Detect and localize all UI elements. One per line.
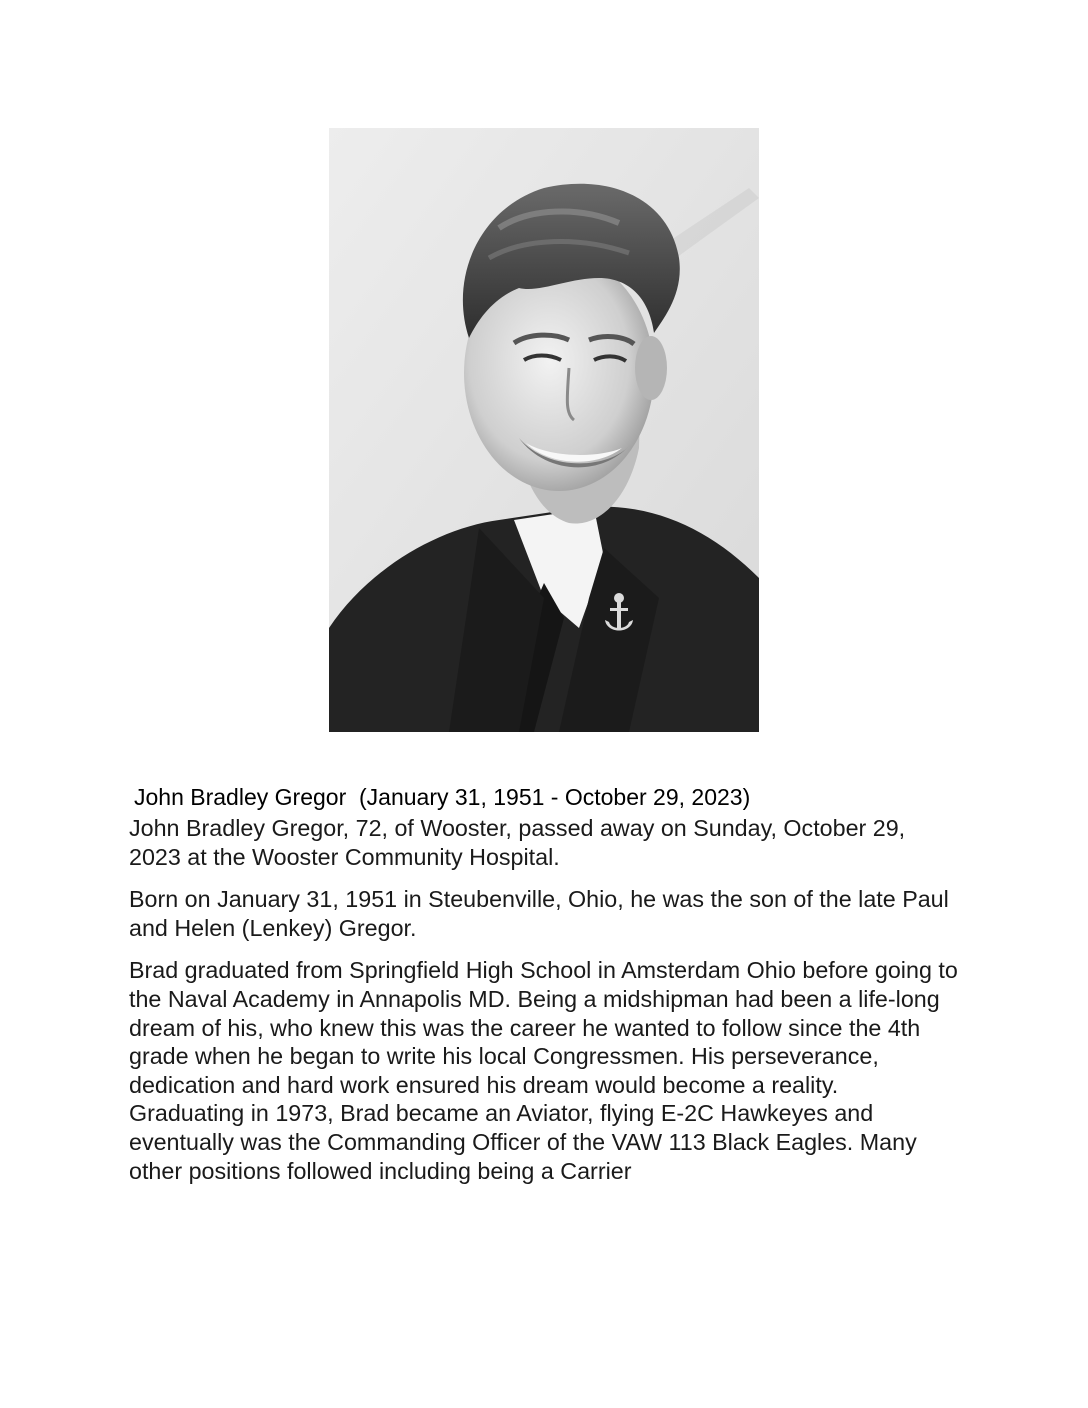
obituary-paragraph: Born on January 31, 1951 in Steubenville, Ohio, he was the son of the late Paul and Helen (Lenkey) Gregor. bbox=[129, 886, 949, 941]
portrait-photo bbox=[329, 128, 759, 732]
obituary-paragraph: John Bradley Gregor, 72, of Wooster, passed away on Sunday, October 29, 2023 at the Wooster Community Hospital. bbox=[129, 815, 906, 870]
obituary-paragraph: Brad graduated from Springfield High School in Amsterdam Ohio before going to the Naval Academy in Annapolis MD. Being a midshipman had been a life-long dream of his, who knew this was the career he wanted to follow since the 4th grade when he began to write his local Congressmen. His perseverance, dedication and hard work ensured his dream would become a reality. Graduating in 1973, Brad became an Aviator, flying E-2C Hawkeyes and eventually was the Commanding Officer of the VAW 113 Black Eagles. Many other positions followed including being a Carrier bbox=[129, 957, 958, 1184]
obituary-body bbox=[129, 814, 959, 1199]
obituary-title: John Bradley Gregor (January 31, 1951 - October 29, 2023) bbox=[134, 784, 751, 810]
